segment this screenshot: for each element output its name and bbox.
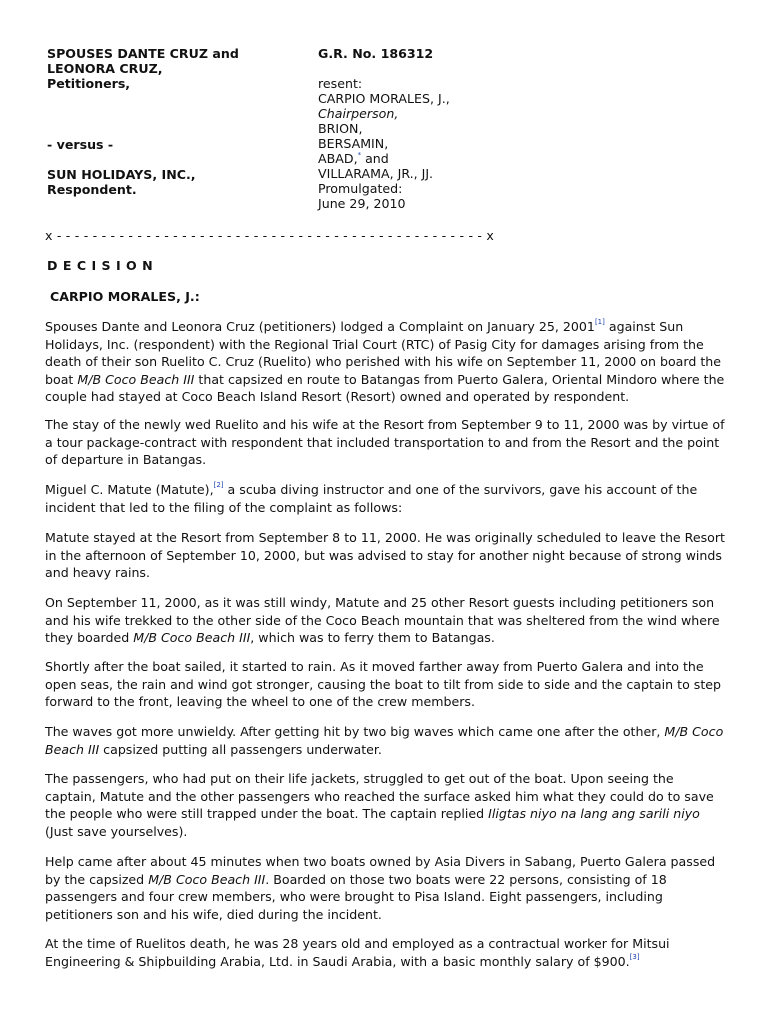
footnote-link[interactable]: * xyxy=(357,151,362,159)
paragraph-9: Help came after about 45 minutes when two boats owned by Asia Divers in Sabang, Puerto Galera passed by the capsized M/B Coco Beach III. Boarded on those two boats were 22 persons, consisting of 18 passengers and four crew members, who were brought to Pisa Island. Eight passengers, including petitioners son and his wife, died during the incident. xyxy=(45,854,716,922)
justice-5: VILLARAMA, JR., JJ. xyxy=(318,166,434,181)
footnote-link[interactable]: [2] xyxy=(213,481,224,489)
paragraph-6: Shortly after the boat sailed, it started to rain. As it moved farther away from Puerto Galera and into the open seas, the rain and wind got stronger, causing the boat to tilt from side to side and the captain to step forward to the front, leaving the wheel to one of the crew members. xyxy=(45,659,722,710)
promulgation-date: June 29, 2010 xyxy=(318,196,406,211)
respondent-block xyxy=(47,167,307,197)
paragraph-5: On September 11, 2000, as it was still windy, Matute and 25 other Resort guests including petitioners son and his wife trekked to the other side of the Coco Beach mountain that was sheltered from the wind where they boarded M/B Coco Beach III, which was to ferry them to Batangas. xyxy=(45,595,720,646)
decision-heading: D E C I S I O N xyxy=(47,258,154,273)
footnote-link[interactable]: [1] xyxy=(594,318,605,326)
bench-list xyxy=(318,76,618,211)
justice-1: CARPIO MORALES, J., xyxy=(318,91,450,106)
justice-4: ABAD,* and xyxy=(318,151,389,166)
petitioners-role: Petitioners, xyxy=(47,76,131,91)
versus-label: - versus - xyxy=(47,137,114,152)
case-caption xyxy=(47,46,307,91)
separator-line: x - - - - - - - - - - - - - - - - - - - - - - - - - - - - - - - - - - - - - - - - - - - - - - - - x xyxy=(45,228,494,243)
paragraph-8: The passengers, who had put on their life jackets, struggled to get out of the boat. Upon seeing the captain, Matute and the other passengers who reached the surface asked him what they could do to save the people who were still trapped under the boat. The captain replied Iligtas niyo na lang ang sarili niyo (Just save yourselves). xyxy=(45,771,714,839)
respondent-name: SUN HOLIDAYS, INC., xyxy=(47,167,196,182)
petitioners-name-1: SPOUSES DANTE CRUZ and xyxy=(47,46,239,61)
present-label: resent: xyxy=(318,76,363,91)
respondent-role: Respondent. xyxy=(47,182,137,197)
paragraph-1: Spouses Dante and Leonora Cruz (petitioners) lodged a Complaint on January 25, 2001[1] against Sun Holidays, Inc. (respondent) with the Regional Trial Court (RTC) of Pasig City for damages arising from the death of their son Ruelito C. Cruz (Ruelito) who perished with his wife on September 11, 2000 on board the boat M/B Coco Beach III that capsized en route to Batangas from Puerto Galera, Oriental Mindoro where the couple had stayed at Coco Beach Island Resort (Resort) owned and operated by respondent. xyxy=(45,318,725,405)
promulgated-label: Promulgated: xyxy=(318,181,403,196)
justice-1-role: Chairperson, xyxy=(318,106,399,121)
paragraph-10: At the time of Ruelitos death, he was 28 years old and employed as a contractual worker for Mitsui Engineering & Shipbuilding Arabia, Ltd. in Saudi Arabia, with a basic monthly salary of $900.[3] xyxy=(45,936,670,969)
paragraph-2: The stay of the newly wed Ruelito and his wife at the Resort from September 9 to 11, 2000 was by virtue of a tour package-contract with respondent that included transportation to and from the Resort and the point of departure in Batangas. xyxy=(45,417,725,468)
paragraph-7: The waves got more unwieldy. After getting hit by two big waves which came one after the other, M/B Coco Beach III capsized putting all passengers underwater. xyxy=(45,724,724,757)
justice-3: BERSAMIN, xyxy=(318,136,389,151)
footnote-link[interactable]: [3] xyxy=(629,952,640,961)
ponente: CARPIO MORALES, J.: xyxy=(50,289,200,304)
justice-2: BRION, xyxy=(318,121,363,136)
gr-number: G.R. No. 186312 xyxy=(318,46,434,61)
petitioners-name-2: LEONORA CRUZ, xyxy=(47,61,163,76)
paragraph-4: Matute stayed at the Resort from September 8 to 11, 2000. He was originally scheduled to leave the Resort in the afternoon of September 10, 2000, but was advised to stay for another night because of strong winds and heavy rains. xyxy=(45,530,725,581)
paragraph-3: Miguel C. Matute (Matute),[2] a scuba diving instructor and one of the survivors, gave his account of the incident that led to the filing of the complaint as follows: xyxy=(45,481,698,515)
